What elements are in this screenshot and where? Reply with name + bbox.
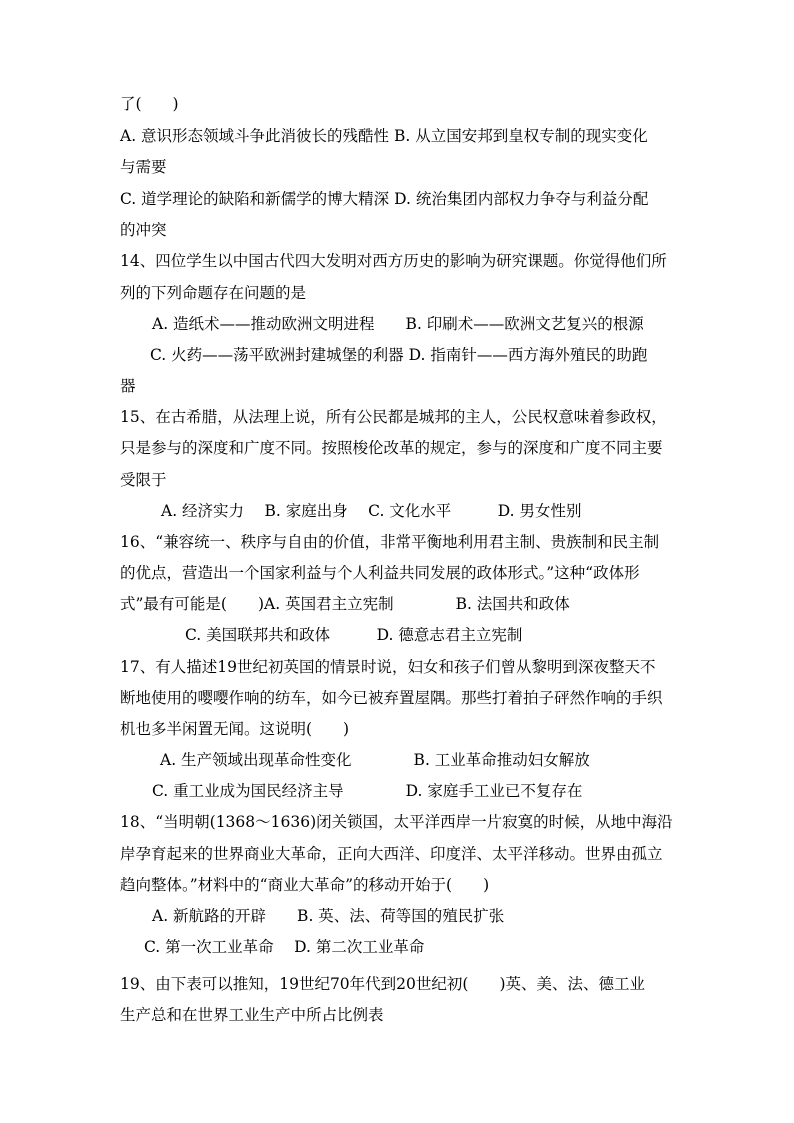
text-line: 岸孕育起来的世界商业大革命，正向大西洋、印度洋、太平洋移动。世界由孤立 bbox=[120, 845, 663, 863]
question-18: 18、“当明朝(1368～1636)闭关锁国，太平洋西岸一片寂寞的时候，从地中海沿 bbox=[120, 813, 673, 831]
option-line: C. 道学理论的缺陷和新儒学的博大精深 D. 统治集团内部权力争夺与利益分配 bbox=[120, 190, 649, 208]
question-15: 15、在古希腊，从法理上说，所有公民都是城邦的主人，公民权意味着参政权， bbox=[120, 408, 667, 426]
text-line: 只是参与的深度和广度不同。按照梭伦改革的规定，参与的深度和广度不同主要 bbox=[120, 439, 663, 457]
option-line: C. 美国联邦共和政体 D. 德意志君主立宪制 bbox=[185, 626, 523, 644]
option-line: C. 火药——荡平欧洲封建城堡的利器 D. 指南针——西方海外殖民的助跑 bbox=[150, 346, 648, 364]
text-line: 的冲突 bbox=[120, 221, 167, 239]
text-line: 的优点，营造出一个国家利益与个人利益共同发展的政体形式。”这种“政体形 bbox=[120, 564, 640, 582]
text-line: 生产总和在世界工业生产中所占比例表 bbox=[120, 1006, 384, 1024]
question-14: 14、四位学生以中国古代四大发明对西方历史的影响为研究课题。你觉得他们所 bbox=[120, 252, 667, 270]
text-line: 机也多半闲置无闻。这说明( ) bbox=[120, 720, 350, 738]
option-line: C. 重工业成为国民经济主导 D. 家庭手工业已不复存在 bbox=[152, 782, 583, 800]
option-line: C. 第一次工业革命 D. 第二次工业革命 bbox=[144, 938, 425, 956]
text-line: 趋向整体。”材料中的“商业大革命”的移动开始于( ) bbox=[120, 876, 490, 894]
option-line: A. 经济实力 B. 家庭出身 C. 文化水平 D. 男女性别 bbox=[161, 502, 582, 520]
text-line: 断地使用的嘤嘤作响的纺车，如今已被弃置屋隅。那些打着拍子砰然作响的手织 bbox=[120, 689, 663, 707]
question-16: 16、“兼容统一、秩序与自由的价值，非常平衡地利用君主制、贵族制和民主制 bbox=[120, 533, 660, 551]
question-17: 17、有人描述19世纪初英国的情景时说，妇女和孩子们曾从黎明到深夜整天不 bbox=[120, 658, 656, 676]
text-line: 器 bbox=[120, 377, 136, 395]
text-line: 列的下列命题存在问题的是 bbox=[120, 284, 307, 302]
text-line: 了( ) bbox=[120, 95, 179, 113]
option-line: A. 新航路的开辟 B. 英、法、荷等国的殖民扩张 bbox=[152, 907, 505, 925]
question-19: 19、由下表可以推知，19世纪70年代到20世纪初( )英、美、法、德工业 bbox=[120, 975, 645, 993]
option-line: A. 意识形态领域斗争此消彼长的残酷性 B. 从立国安邦到皇权专制的现实变化 bbox=[120, 127, 648, 145]
option-line: A. 生产领域出现革命性变化 B. 工业革命推动妇女解放 bbox=[160, 751, 590, 769]
text-line: 与需要 bbox=[120, 158, 167, 176]
text-line: 式”最有可能是( )A. 英国君主立宪制 B. 法国共和政体 bbox=[120, 595, 570, 613]
option-line: A. 造纸术——推动欧洲文明进程 B. 印刷术——欧洲文艺复兴的根源 bbox=[152, 315, 644, 333]
text-line: 受限于 bbox=[120, 471, 167, 489]
